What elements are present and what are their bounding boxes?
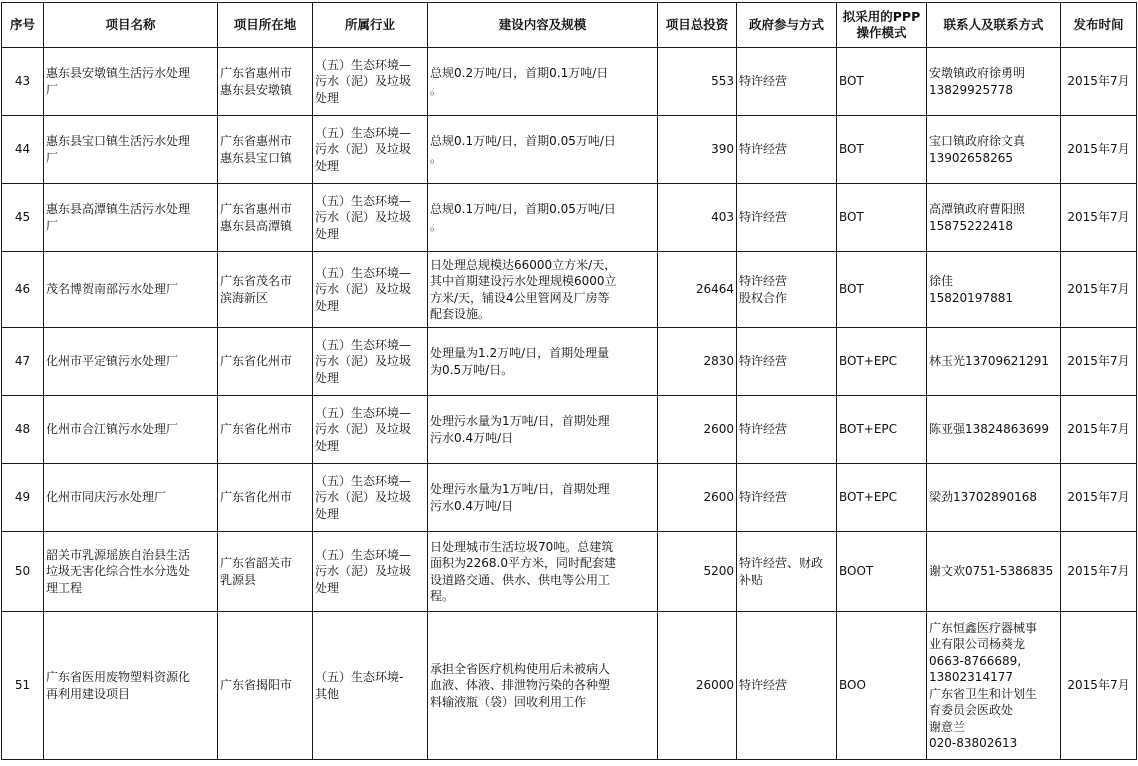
header-cell: 序号 — [2, 3, 44, 48]
gov-participation: 特许经营 — [737, 612, 837, 760]
project-name: 化州市同庆污水处理厂 — [44, 464, 218, 532]
publish-date: 2015年7月 — [1061, 252, 1137, 328]
contact: 宝口镇政府徐文真 13902658265 — [927, 116, 1061, 184]
project-name: 化州市合江镇污水处理厂 — [44, 396, 218, 464]
table-row — [2, 328, 1137, 396]
project-name: 韶关市乳源瑶族自治县生活 垃圾无害化综合性水分选处 理工程 — [44, 532, 218, 612]
ppp-mode: BOO — [837, 612, 927, 760]
project-location: 广东省韶关市 乳源县 — [218, 532, 313, 612]
row-number: 51 — [2, 612, 44, 760]
header-cell: 发布时间 — [1061, 3, 1137, 48]
project-location: 广东省化州市 — [218, 396, 313, 464]
ppp-mode: BOOT — [837, 532, 927, 612]
gov-participation: 特许经营、财政 补贴 — [737, 532, 837, 612]
header-cell: 建设内容及规模 — [428, 3, 658, 48]
industry: （五）生态环境— 污水（泥）及垃圾 处理 — [313, 328, 428, 396]
scale: 处理污水量为1万吨/日，首期处理 污水0.4万吨/日 — [428, 396, 658, 464]
investment: 26464 — [658, 252, 737, 328]
header-cell: 项目所在地 — [218, 3, 313, 48]
ppp-mode: BOT+EPC — [837, 396, 927, 464]
investment: 553 — [658, 48, 737, 116]
ppp-mode: BOT — [837, 252, 927, 328]
gov-participation: 特许经营 — [737, 464, 837, 532]
scale: 总规0.2万吨/日，首期0.1万吨/日 。 — [428, 48, 658, 116]
project-location: 广东省惠州市 惠东县安墩镇 — [218, 48, 313, 116]
investment: 2600 — [658, 396, 737, 464]
contact: 安墩镇政府徐勇明 13829925778 — [927, 48, 1061, 116]
table-row — [2, 184, 1137, 252]
row-number: 48 — [2, 396, 44, 464]
scale: 承担全省医疗机构使用后未被病人 血液、体液、排泄物污染的各种塑 料输液瓶（袋）回收利用工作 — [428, 612, 658, 760]
ppp-mode: BOT — [837, 116, 927, 184]
scale: 日处理城市生活垃圾70吨。总建筑 面积为2268.0平方米，同时配套建 设道路交通、供水、供电等公用工 程。 — [428, 532, 658, 612]
industry: （五）生态环境— 污水（泥）及垃圾 处理 — [313, 464, 428, 532]
gov-participation: 特许经营 — [737, 328, 837, 396]
header-cell: 拟采用的PPP 操作模式 — [837, 3, 927, 48]
contact: 高潭镇政府曹阳照 15875222418 — [927, 184, 1061, 252]
publish-date: 2015年7月 — [1061, 116, 1137, 184]
ppp-mode: BOT — [837, 48, 927, 116]
investment: 5200 — [658, 532, 737, 612]
project-name: 惠东县高潭镇生活污水处理 厂 — [44, 184, 218, 252]
contact: 林玉光13709621291 — [927, 328, 1061, 396]
industry: （五）生态环境- 其他 — [313, 612, 428, 760]
row-number: 44 — [2, 116, 44, 184]
table-row — [2, 48, 1137, 116]
ppp-mode: BOT+EPC — [837, 328, 927, 396]
investment: 403 — [658, 184, 737, 252]
header-cell: 项目名称 — [44, 3, 218, 48]
scale: 处理污水量为1万吨/日，首期处理 污水0.4万吨/日 — [428, 464, 658, 532]
gov-participation: 特许经营 股权合作 — [737, 252, 837, 328]
scale: 总规0.1万吨/日，首期0.05万吨/日 。 — [428, 184, 658, 252]
gov-participation: 特许经营 — [737, 116, 837, 184]
header-cell: 项目总投资 — [658, 3, 737, 48]
publish-date: 2015年7月 — [1061, 328, 1137, 396]
contact: 陈亚强13824863699 — [927, 396, 1061, 464]
project-name: 惠东县安墩镇生活污水处理 厂 — [44, 48, 218, 116]
row-number: 47 — [2, 328, 44, 396]
table-row — [2, 532, 1137, 612]
row-number: 45 — [2, 184, 44, 252]
gov-participation: 特许经营 — [737, 48, 837, 116]
ppp-project-table — [1, 2, 1137, 760]
investment: 26000 — [658, 612, 737, 760]
ppp-mode: BOT+EPC — [837, 464, 927, 532]
header-cell: 所属行业 — [313, 3, 428, 48]
project-name: 广东省医用废物塑料资源化 再利用建设项目 — [44, 612, 218, 760]
scale: 总规0.1万吨/日，首期0.05万吨/日 。 — [428, 116, 658, 184]
contact: 徐佳 15820197881 — [927, 252, 1061, 328]
project-location: 广东省惠州市 惠东县高潭镇 — [218, 184, 313, 252]
contact: 广东恒鑫医疗器械事 业有限公司杨葵龙 0663-8766689, 13802314177 广东省卫生和计划生 育委员会医政处 谢意兰 020-83802613 — [927, 612, 1061, 760]
contact: 梁劲13702890168 — [927, 464, 1061, 532]
project-name: 化州市平定镇污水处理厂 — [44, 328, 218, 396]
industry: （五）生态环境— 污水（泥）及垃圾 处理 — [313, 48, 428, 116]
contact: 谢文欢0751-5386835 — [927, 532, 1061, 612]
industry: （五）生态环境— 污水（泥）及垃圾 处理 — [313, 532, 428, 612]
industry: （五）生态环境— 污水（泥）及垃圾 处理 — [313, 184, 428, 252]
table-row — [2, 464, 1137, 532]
scale: 日处理总规模达66000立方米/天， 其中首期建设污水处理规模6000立 方米/天，铺设4公里管网及厂房等 配套设施。 — [428, 252, 658, 328]
project-name: 茂名博贺南部污水处理厂 — [44, 252, 218, 328]
industry: （五）生态环境— 污水（泥）及垃圾 处理 — [313, 396, 428, 464]
project-location: 广东省惠州市 惠东县宝口镇 — [218, 116, 313, 184]
publish-date: 2015年7月 — [1061, 184, 1137, 252]
row-number: 46 — [2, 252, 44, 328]
table-row — [2, 252, 1137, 328]
project-name: 惠东县宝口镇生活污水处理 厂 — [44, 116, 218, 184]
publish-date: 2015年7月 — [1061, 396, 1137, 464]
project-location: 广东省化州市 — [218, 464, 313, 532]
gov-participation: 特许经营 — [737, 396, 837, 464]
investment: 2830 — [658, 328, 737, 396]
table-header-row — [2, 3, 1137, 48]
row-number: 43 — [2, 48, 44, 116]
ppp-mode: BOT — [837, 184, 927, 252]
gov-participation: 特许经营 — [737, 184, 837, 252]
publish-date: 2015年7月 — [1061, 612, 1137, 760]
publish-date: 2015年7月 — [1061, 48, 1137, 116]
project-location: 广东省揭阳市 — [218, 612, 313, 760]
industry: （五）生态环境— 污水（泥）及垃圾 处理 — [313, 116, 428, 184]
header-cell: 联系人及联系方式 — [927, 3, 1061, 48]
row-number: 50 — [2, 532, 44, 612]
table-row — [2, 116, 1137, 184]
table-row — [2, 612, 1137, 760]
row-number: 49 — [2, 464, 44, 532]
scale: 处理量为1.2万吨/日，首期处理量 为0.5万吨/日。 — [428, 328, 658, 396]
publish-date: 2015年7月 — [1061, 464, 1137, 532]
industry: （五）生态环境— 污水（泥）及垃圾 处理 — [313, 252, 428, 328]
project-location: 广东省化州市 — [218, 328, 313, 396]
publish-date: 2015年7月 — [1061, 532, 1137, 612]
project-location: 广东省茂名市 滨海新区 — [218, 252, 313, 328]
investment: 2600 — [658, 464, 737, 532]
investment: 390 — [658, 116, 737, 184]
header-cell: 政府参与方式 — [737, 3, 837, 48]
table-row — [2, 396, 1137, 464]
